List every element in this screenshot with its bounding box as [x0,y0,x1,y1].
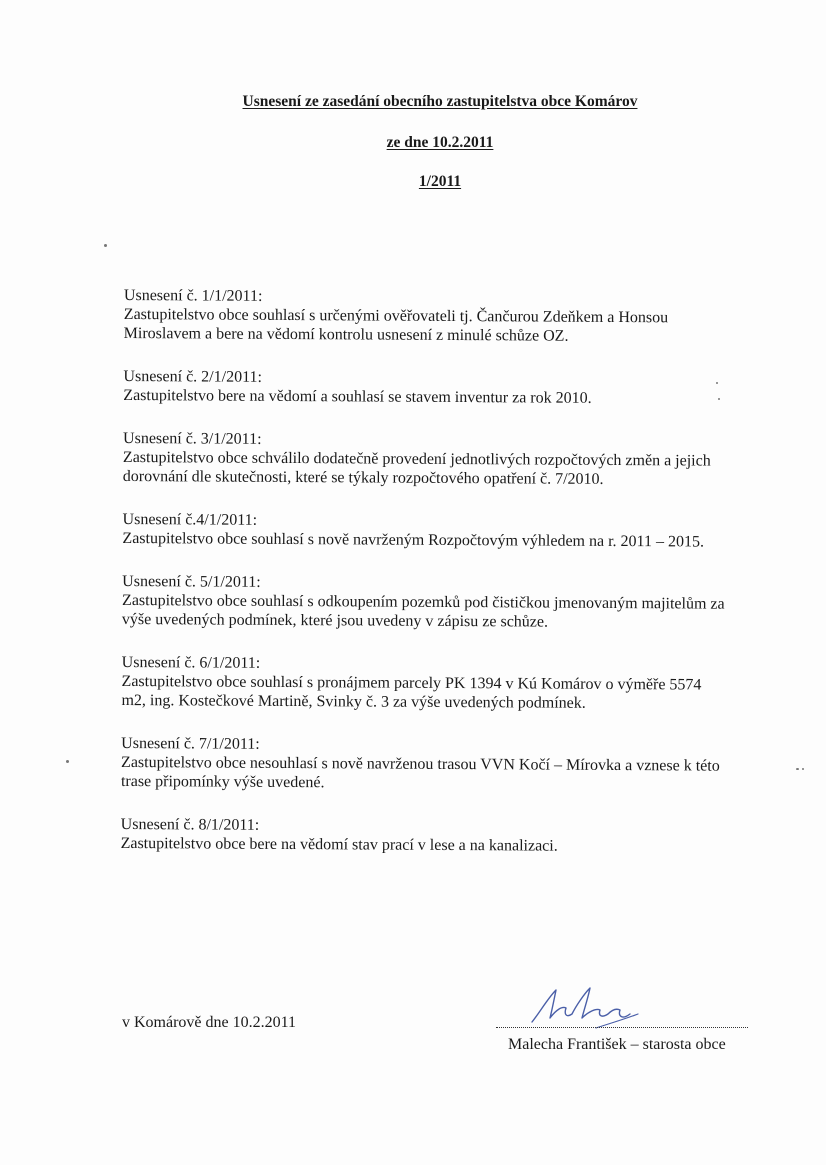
resolution-heading: Usnesení č. 3/1/2011: [123,429,262,448]
resolution-item [122,572,762,633]
resolution-heading: Usnesení č. 1/1/2011: [123,286,263,305]
resolution-item [121,734,761,795]
resolution-text: Zastupitelstvo obce nesouhlasí s nově navrženou trasou VVN Kočí – Mírovka a vznese k této trase připomínky výše uvedené. [120,753,720,792]
resolution-heading: Usnesení č. 2/1/2011: [123,367,262,386]
resolutions-list [120,286,764,881]
scan-speck [796,768,799,770]
resolution-heading: Usnesení č. 7/1/2011: [121,734,260,753]
resolution-item [122,510,762,552]
signer-name: Malecha František – starosta obce [508,1036,726,1053]
signature-line [496,1027,748,1028]
scan-speck [716,382,718,384]
resolution-text: Zastupitelstvo obce souhlasí s odkoupením pozemků pod čističkou jmenovaným majitelům za výše uvedených podmínek, které jsou uvedeny v zápisu ze schůze. [121,591,725,631]
resolution-text: Zastupitelstvo obce souhlasí s určenými ověřovateli tj. Čančurou Zdeňkem a Honsou Miroslavem a bere na vědomí kontrolu usnesení z minulé schůze OZ. [123,305,669,345]
resolution-heading: Usnesení č. 5/1/2011: [122,572,261,591]
resolution-heading: Usnesení č. 8/1/2011: [120,815,260,834]
resolution-heading: Usnesení č. 6/1/2011: [121,653,261,672]
resolution-item [121,653,761,714]
resolution-heading: Usnesení č.4/1/2011: [122,510,258,529]
resolution-text: Zastupitelstvo obce bere na vědomí stav prací v lese a na kanalizaci. [120,834,558,855]
resolution-text: Zastupitelstvo obce souhlasí s nově navrženým Rozpočtovým výhledem na r. 2011 – 2015. [122,529,705,551]
resolution-text: Zastupitelstvo obce souhlasí s pronájmem parcely PK 1394 v Kú Komárov o výměře 5574 m2, ing. Kostečkové Martině, Svinky č. 3 za výše uvedených podmínek. [121,672,702,712]
scan-speck [66,760,69,763]
scan-speck [104,244,107,247]
resolution-item [121,815,761,857]
scan-speck [802,768,804,770]
document-number: 1/2011 [418,173,462,190]
place-and-date: v Komárově dne 10.2.2011 [122,1014,297,1031]
resolution-item [123,367,763,409]
document-title: Usnesení ze zasedání obecního zastupitelstva obce Komárov [242,93,638,110]
scan-speck [718,398,720,400]
resolution-item [123,429,763,490]
resolution-item [124,286,764,347]
handwritten-signature [526,984,646,1032]
resolution-text: Zastupitelstvo bere na vědomí a souhlasí se stavem inventur za rok 2010. [123,386,592,407]
document-date: ze dne 10.2.2011 [386,134,494,151]
resolution-text: Zastupitelstvo obce schválilo dodatečně provedení jednotlivých rozpočtových změn a jejich dorovnání dle skutečnosti, které se týkaly rozpočtového opatření č. 7/2010. [122,448,711,488]
